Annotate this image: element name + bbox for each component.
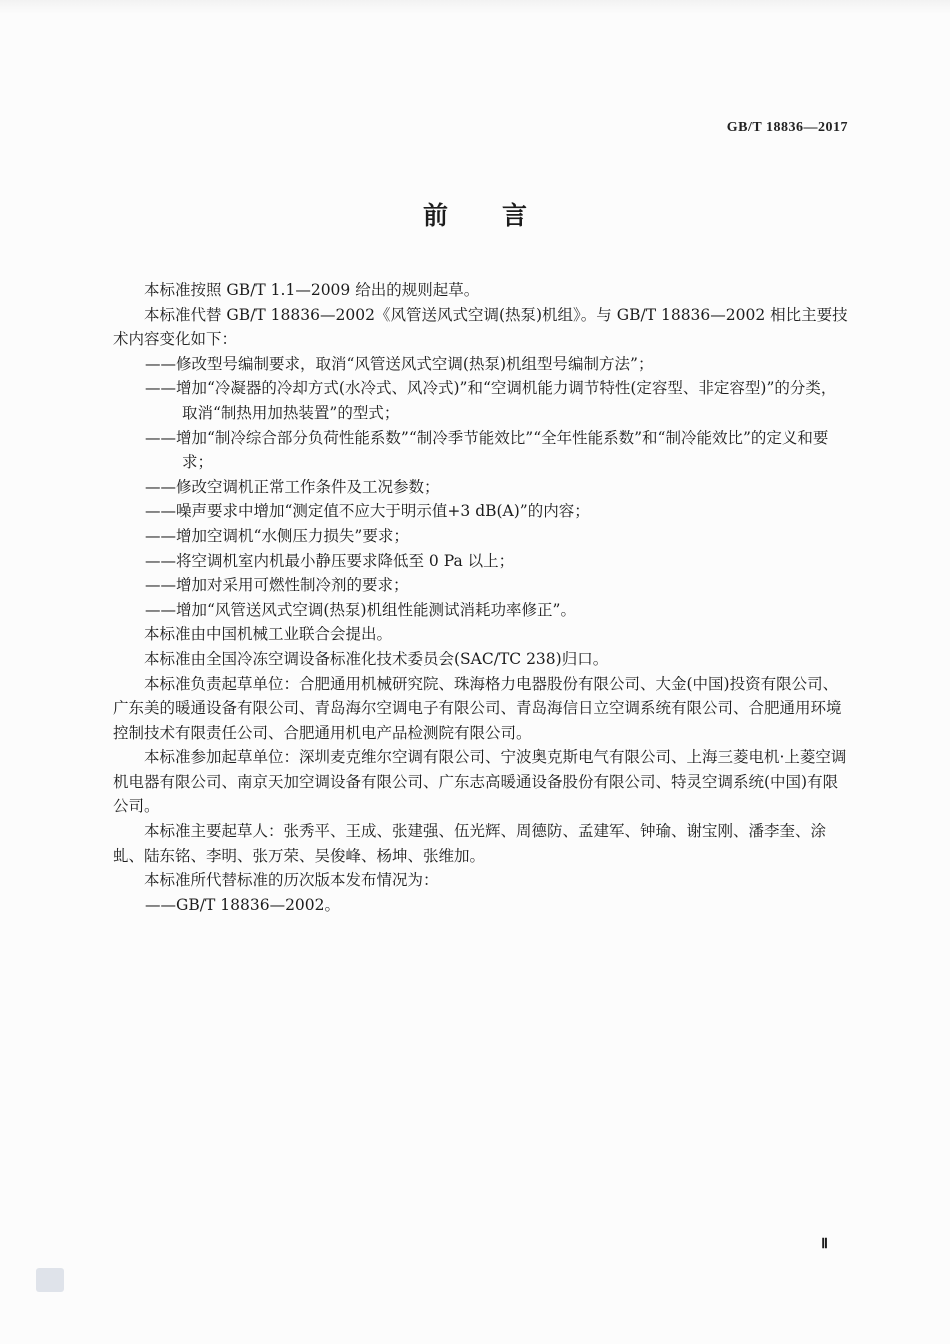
page-title: 前言 bbox=[422, 201, 581, 230]
list-item: ——修改型号编制要求，取消“风管送风式空调(热泵)机组型号编制方法”； bbox=[145, 354, 654, 373]
list-item: ——增加“风管送风式空调(热泵)机组性能测试消耗功率修正”。 bbox=[145, 600, 576, 619]
foreword-body bbox=[113, 278, 851, 917]
paragraph: 本标准代替 GB/T 18836—2002《风管送风式空调(热泵)机组》。与 GB/T 18836—2002 相比主要技术内容变化如下： bbox=[113, 305, 848, 349]
page-number: Ⅱ bbox=[821, 1237, 828, 1252]
scan-watermark-icon bbox=[36, 1268, 64, 1292]
list-item: ——将空调机室内机最小静压要求降低至 0 Pa 以上； bbox=[145, 551, 515, 570]
paragraph: 本标准负责起草单位：合肥通用机械研究院、珠海格力电器股份有限公司、大金(中国)投资有限公司、广东美的暖通设备有限公司、青岛海尔空调电子有限公司、青岛海信日立空调系统有限公司、合肥通用环境控制技术有限责任公司、合肥通用机电产品检测院有限公司。 bbox=[113, 674, 842, 742]
paragraph: 本标准按照 GB/T 1.1—2009 给出的规则起草。 bbox=[144, 281, 480, 299]
list-item: ——噪声要求中增加“测定值不应大于明示值+3 dB(A)”的内容； bbox=[145, 502, 590, 521]
page-edge bbox=[0, 0, 950, 14]
list-item: ——GB/T 18836—2002。 bbox=[145, 895, 341, 914]
standard-number: GB/T 18836—2017 bbox=[726, 120, 848, 135]
list-item: ——修改空调机正常工作条件及工况参数； bbox=[145, 477, 440, 496]
list-item: ——增加对采用可燃性制冷剂的要求； bbox=[145, 576, 409, 595]
paragraph: 本标准由中国机械工业联合会提出。 bbox=[144, 625, 393, 644]
paragraph: 本标准所代替标准的历次版本发布情况为： bbox=[144, 871, 439, 890]
list-item: ——增加“制冷综合部分负荷性能系数”“制冷季节能效比”“全年性能系数”和“制冷能效比”的定义和要求； bbox=[145, 428, 829, 472]
paragraph: 本标准主要起草人：张秀平、王成、张建强、伍光辉、周德防、孟建军、钟瑜、谢宝刚、潘李奎、涂虬、陆东铭、李明、张万荣、吴俊峰、杨坤、张维加。 bbox=[113, 822, 827, 865]
list-item: ——增加“冷凝器的冷却方式(水冷式、风冷式)”和“空调机能力调节特性(定容型、非定容型)”的分类，取消“制热用加热装置”的型式； bbox=[145, 379, 837, 422]
list-item: ——增加空调机“水侧压力损失”要求； bbox=[145, 526, 409, 545]
paragraph: 本标准参加起草单位：深圳麦克维尔空调有限公司、宁波奥克斯电气有限公司、上海三菱电机·上菱空调机电器有限公司、南京天加空调设备有限公司、广东志高暖通设备股份有限公司、特灵空调系统(中国)有限公司。 bbox=[113, 748, 847, 816]
paragraph: 本标准由全国冷冻空调设备标准化技术委员会(SAC/TC 238)归口。 bbox=[144, 649, 609, 668]
